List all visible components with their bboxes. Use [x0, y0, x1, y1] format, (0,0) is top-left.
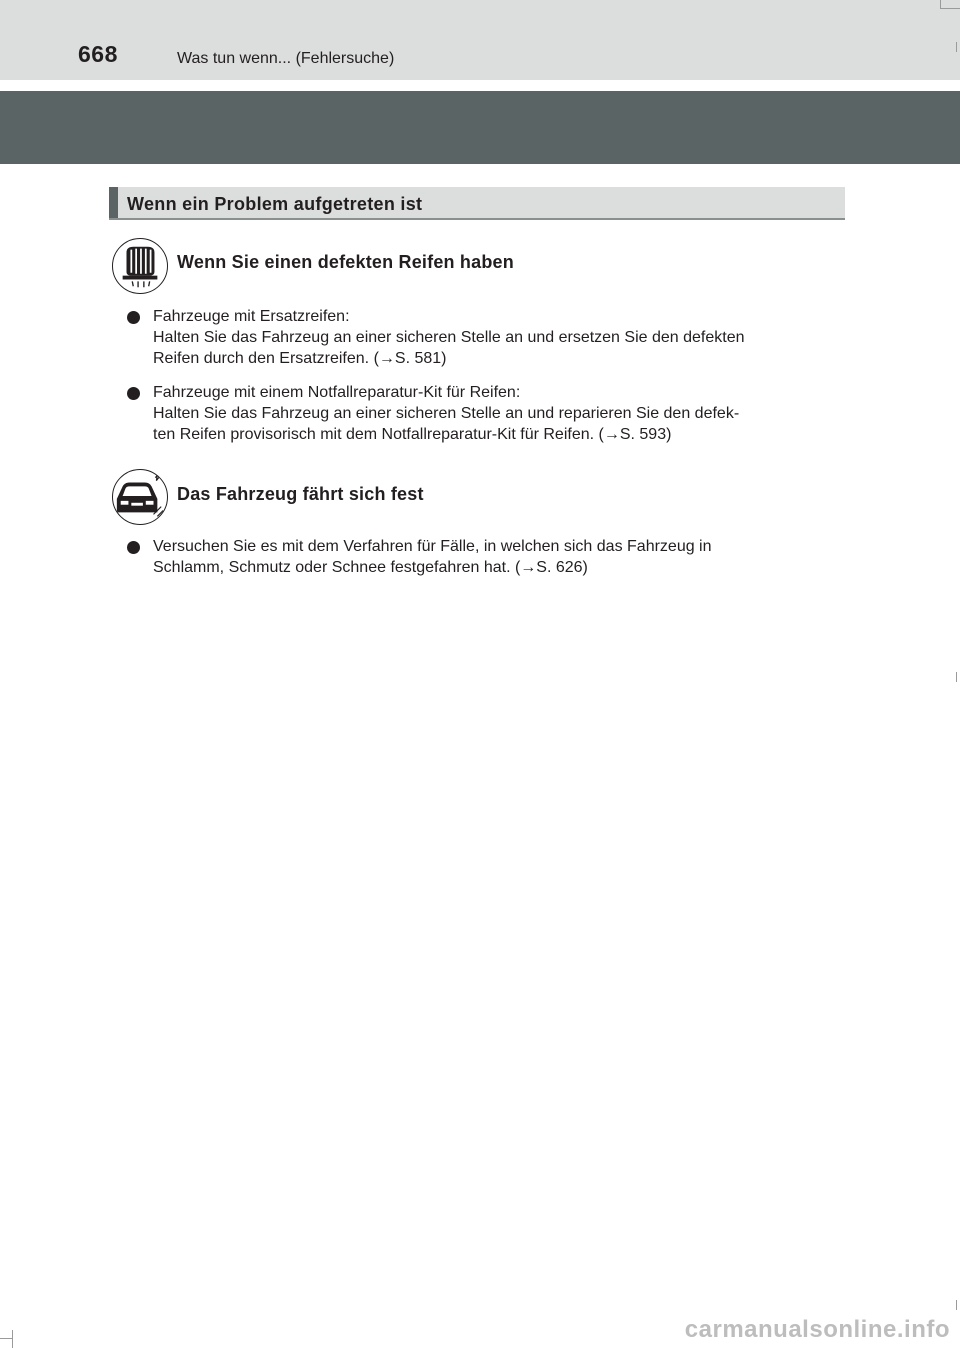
crop-mark: [940, 0, 941, 8]
bullet-line: ten Reifen provisorisch mit dem Notfallreparatur-Kit für Reifen. (→S. 593): [153, 426, 672, 443]
crop-mark: [956, 42, 957, 52]
crop-mark: [12, 1330, 13, 1348]
bullet-line: Halten Sie das Fahrzeug an einer sicheren Stelle an und ersetzen Sie den defekten: [153, 329, 745, 346]
crop-mark: [956, 1300, 957, 1310]
bullet-icon: [127, 311, 140, 324]
section-title: Wenn ein Problem aufgetreten ist: [127, 194, 423, 214]
bullet-heading: Fahrzeuge mit einem Notfallreparatur-Kit für Reifen:: [153, 384, 521, 401]
stuck-vehicle-icon: [112, 469, 168, 525]
topic-title-flat-tire: Wenn Sie einen defekten Reifen haben: [177, 252, 514, 272]
watermark: carmanualsonline.info: [684, 1316, 950, 1343]
crop-mark: [940, 8, 960, 9]
bullet-line: Versuchen Sie es mit dem Verfahren für Fälle, in welchen sich das Fahrzeug in: [153, 538, 712, 555]
bullet-heading: Fahrzeuge mit Ersatzreifen:: [153, 308, 350, 325]
bullet-line: Halten Sie das Fahrzeug an einer sicheren Stelle an und reparieren Sie den defek-: [153, 405, 740, 422]
chapter-band: [0, 91, 960, 164]
bullet-icon: [127, 387, 140, 400]
crop-mark: [0, 1338, 12, 1339]
flat-tire-icon: [112, 238, 168, 294]
topic-title-stuck-vehicle: Das Fahrzeug fährt sich fest: [177, 484, 424, 504]
page-header: [0, 0, 960, 80]
page-number: 668: [78, 41, 118, 67]
chapter-title: Was tun wenn... (Fehlersuche): [177, 50, 395, 67]
bullet-icon: [127, 541, 140, 554]
section-accent-bar: [109, 187, 118, 218]
crop-mark: [956, 672, 957, 682]
section-header: [109, 187, 845, 220]
bullet-line: Reifen durch den Ersatzreifen. (→S. 581): [153, 350, 447, 367]
bullet-line: Schlamm, Schmutz oder Schnee festgefahren hat. (→S. 626): [153, 559, 588, 576]
